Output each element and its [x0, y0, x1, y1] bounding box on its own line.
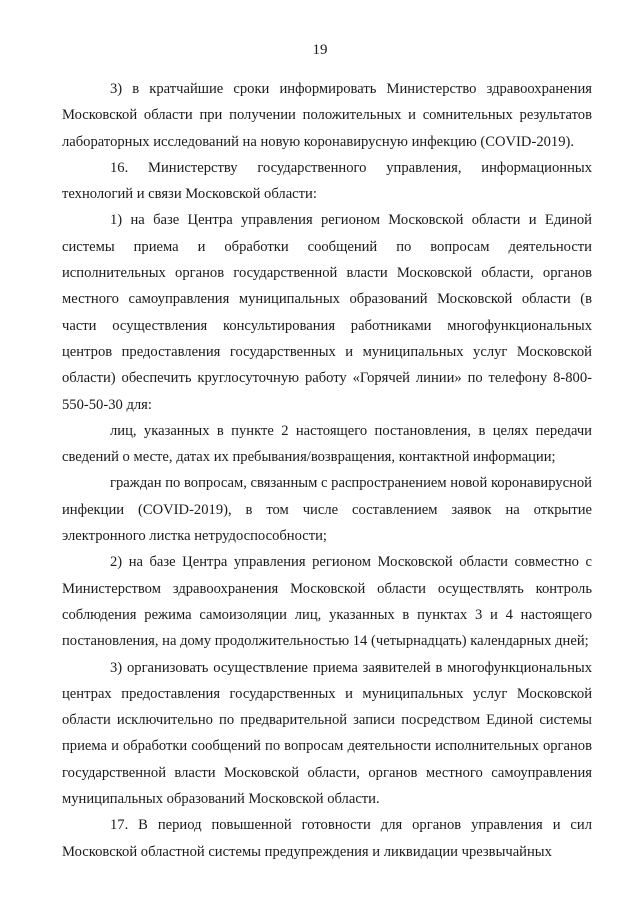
paragraph-item-16: 16. Министерству государственного управления, информационных технологий и связи Московской области:: [62, 159, 592, 203]
paragraph-item-16-2: 2) на базе Центра управления регионом Московской области совместно с Министерством здравоохранения Московской области осуществлять контроль соблюдения режима самоизоляции лиц, указанных в пунктах 3 и 4 настоящего постановления, на дому продолжительностью 14 (четырнадцать) календарных дней;: [62, 554, 592, 650]
document-body: [62, 76, 592, 865]
paragraph-item-17: 17. В период повышенной готовности для органов управления и сил Московской областной системы предупреждения и ликвидации чрезвычайных: [62, 817, 592, 860]
paragraph-item-16-3: 3) организовать осуществление приема заявителей в многофункциональных центрах предоставления государственных и муниципальных услуг Московской области исключительно по предварительной записи посредством Единой системы приема и обработки сообщений по вопросам деятельности исполнительных органов государственной власти Московской области, органов местного самоуправления муниципальных образований Московской области.: [62, 659, 592, 808]
paragraph-item-15-3: 3) в кратчайшие сроки информировать Министерство здравоохранения Московской области при получении положительных и сомнительных результатов лабораторных исследований на новую коронавирусную инфекцию (COVID-2019).: [62, 81, 592, 150]
paragraph-item-16-1: 1) на базе Центра управления регионом Московской области и Единой системы приема и обработки сообщений по вопросам деятельности исполнительных органов государственной власти Московской области, органов местного самоуправления муниципальных образований Московской области (в части осуществления консультирования работниками многофункциональных центров предоставления государственных и муниципальных услуг Московской области) обеспечить круглосуточную работу «Горячей линии» по телефону 8-800-550-50-30 для:: [62, 212, 592, 413]
page-number: 19: [312, 42, 328, 58]
paragraph-item-16-1-a: лиц, указанных в пункте 2 настоящего постановления, в целях передачи сведений о месте, датах их пребывания/возвращения, контактной информации;: [62, 422, 592, 466]
paragraph-item-16-1-b: граждан по вопросам, связанным с распространением новой коронавирусной инфекции (COVID-2019), в том числе составлением заявок на открытие электронного листка нетрудоспособности;: [62, 475, 592, 545]
